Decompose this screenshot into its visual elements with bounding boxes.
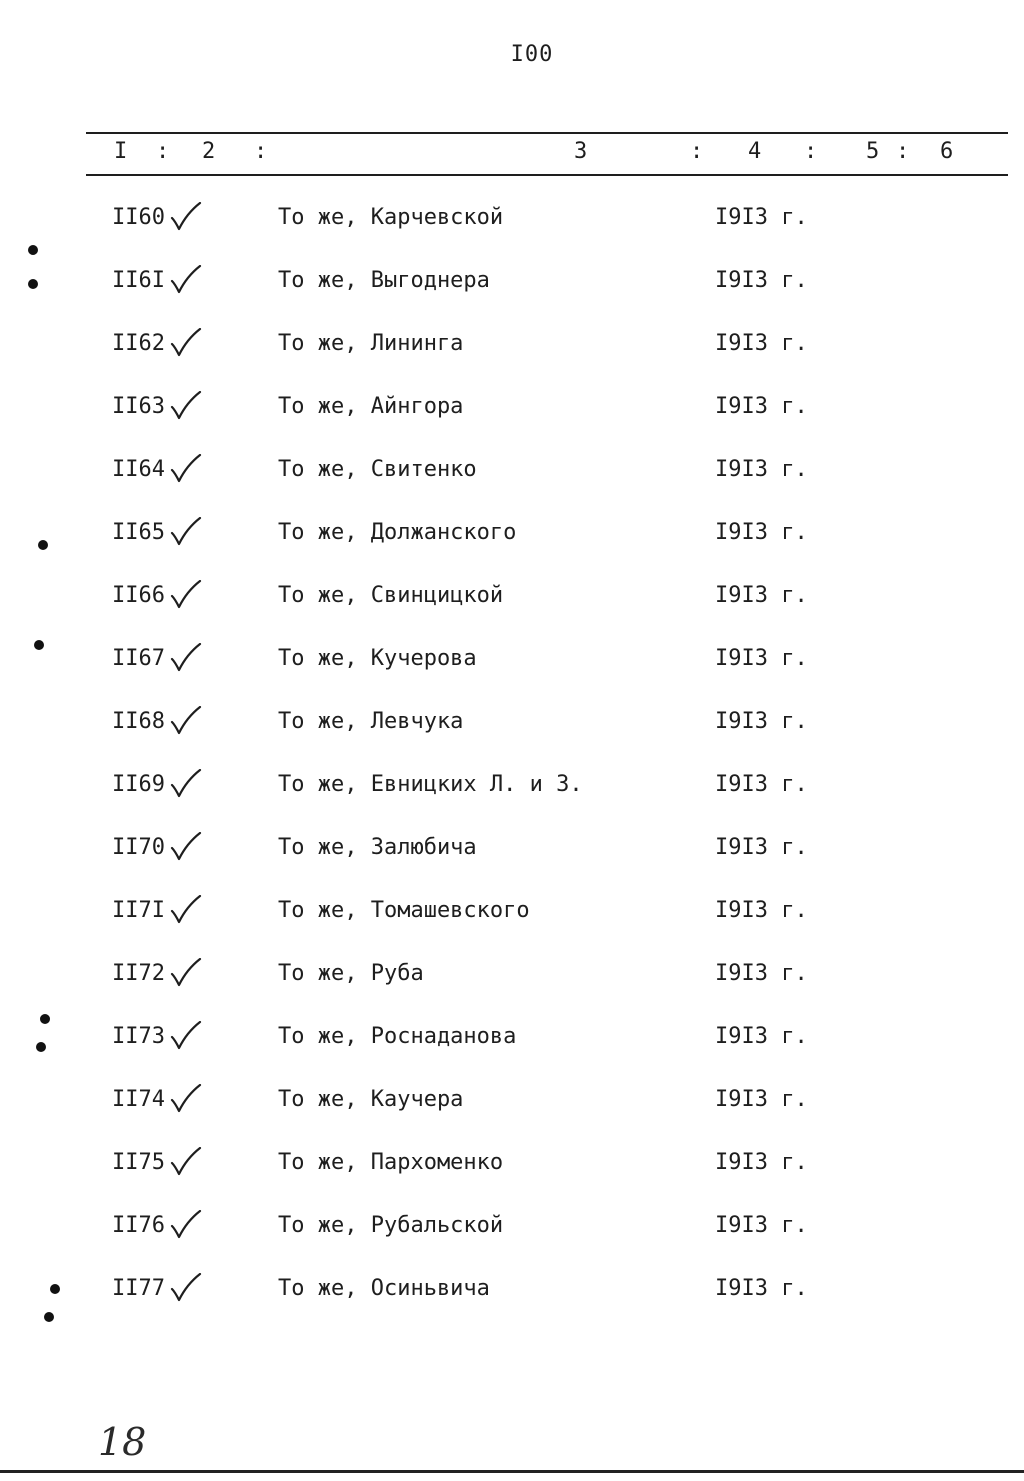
- item-year: I9I3 г.: [715, 835, 808, 860]
- table-row: [0, 1143, 1024, 1183]
- checkmark-icon: [170, 958, 202, 988]
- item-year: I9I3 г.: [715, 709, 808, 734]
- item-year: I9I3 г.: [715, 1024, 808, 1049]
- header-bottom-rule: [86, 174, 1008, 176]
- item-number: II67: [112, 646, 165, 671]
- item-description: То же, Кучерова: [278, 646, 477, 671]
- item-number: II60: [112, 205, 165, 230]
- item-number: II64: [112, 457, 165, 482]
- item-description: То же, Должанского: [278, 520, 517, 545]
- item-year: I9I3 г.: [715, 520, 808, 545]
- punch-hole: [38, 540, 48, 550]
- table-row: [0, 1206, 1024, 1246]
- item-description: То же, Пархоменко: [278, 1150, 504, 1175]
- item-year: I9I3 г.: [715, 205, 808, 230]
- table-row: [0, 513, 1024, 553]
- item-year: I9I3 г.: [715, 1213, 808, 1238]
- checkmark-icon: [170, 1210, 202, 1240]
- column-header-3: 3: [574, 139, 588, 164]
- checkmark-icon: [170, 769, 202, 799]
- item-description: То же, Каучера: [278, 1087, 464, 1112]
- handwritten-note: 18: [98, 1420, 147, 1464]
- item-number: II70: [112, 835, 165, 860]
- item-number: II7I: [112, 898, 165, 923]
- header-top-rule: [86, 132, 1008, 134]
- item-description: То же, Залюбича: [278, 835, 477, 860]
- item-description: То же, Айнгора: [278, 394, 464, 419]
- checkmark-icon: [170, 202, 202, 232]
- item-year: I9I3 г.: [715, 457, 808, 482]
- item-number: II66: [112, 583, 165, 608]
- table-row: [0, 1017, 1024, 1057]
- table-row: [0, 576, 1024, 616]
- item-description: То же, Руба: [278, 961, 424, 986]
- item-description: То же, Евницких Л. и З.: [278, 772, 583, 797]
- item-number: II68: [112, 709, 165, 734]
- punch-hole: [36, 1042, 46, 1052]
- checkmark-icon: [170, 1084, 202, 1114]
- item-year: I9I3 г.: [715, 268, 808, 293]
- punch-hole: [28, 245, 38, 255]
- column-header-5: 5: [866, 139, 880, 164]
- item-number: II77: [112, 1276, 165, 1301]
- page-bottom-edge: [0, 1470, 1024, 1473]
- checkmark-icon: [170, 265, 202, 295]
- punch-hole: [28, 279, 38, 289]
- column-separator: :: [690, 139, 704, 164]
- item-description: То же, Роснаданова: [278, 1024, 517, 1049]
- punch-hole: [34, 640, 44, 650]
- column-header: [0, 139, 1024, 169]
- checkmark-icon: [170, 328, 202, 358]
- table-row: [0, 954, 1024, 994]
- checkmark-icon: [170, 895, 202, 925]
- item-description: То же, Карчевской: [278, 205, 504, 230]
- item-year: I9I3 г.: [715, 583, 808, 608]
- table-row: [0, 765, 1024, 805]
- item-year: I9I3 г.: [715, 331, 808, 356]
- checkmark-icon: [170, 454, 202, 484]
- item-number: II6I: [112, 268, 165, 293]
- column-separator: :: [254, 139, 268, 164]
- page-number: I00: [510, 42, 554, 67]
- table-row: [0, 891, 1024, 931]
- item-number: II75: [112, 1150, 165, 1175]
- item-year: I9I3 г.: [715, 1276, 808, 1301]
- column-header-6: 6: [940, 139, 954, 164]
- item-number: II76: [112, 1213, 165, 1238]
- table-row: [0, 387, 1024, 427]
- item-description: То же, Выгоднера: [278, 268, 490, 293]
- checkmark-icon: [170, 706, 202, 736]
- table-row: [0, 450, 1024, 490]
- item-year: I9I3 г.: [715, 1087, 808, 1112]
- item-year: I9I3 г.: [715, 961, 808, 986]
- item-year: I9I3 г.: [715, 898, 808, 923]
- column-header-2: 2: [202, 139, 216, 164]
- column-header-4: 4: [748, 139, 762, 164]
- item-description: То же, Свинцицкой: [278, 583, 504, 608]
- column-separator: :: [896, 139, 910, 164]
- item-year: I9I3 г.: [715, 1150, 808, 1175]
- item-description: То же, Томашевского: [278, 898, 530, 923]
- column-separator: :: [156, 139, 170, 164]
- checkmark-icon: [170, 580, 202, 610]
- item-number: II69: [112, 772, 165, 797]
- checkmark-icon: [170, 1273, 202, 1303]
- item-description: То же, Левчука: [278, 709, 464, 734]
- table-row: [0, 639, 1024, 679]
- item-description: То же, Осиньвича: [278, 1276, 490, 1301]
- column-separator: :: [804, 139, 818, 164]
- punch-hole: [44, 1312, 54, 1322]
- punch-hole: [50, 1284, 60, 1294]
- item-description: То же, Свитенко: [278, 457, 477, 482]
- checkmark-icon: [170, 391, 202, 421]
- item-number: II74: [112, 1087, 165, 1112]
- item-number: II73: [112, 1024, 165, 1049]
- item-number: II72: [112, 961, 165, 986]
- checkmark-icon: [170, 832, 202, 862]
- column-header-1: I: [114, 139, 128, 164]
- checkmark-icon: [170, 1147, 202, 1177]
- item-number: II62: [112, 331, 165, 356]
- item-description: То же, Рубальской: [278, 1213, 504, 1238]
- checkmark-icon: [170, 1021, 202, 1051]
- item-year: I9I3 г.: [715, 646, 808, 671]
- item-description: То же, Линингa: [278, 331, 464, 356]
- table-row: [0, 702, 1024, 742]
- table-row: [0, 828, 1024, 868]
- checkmark-icon: [170, 643, 202, 673]
- table-row: [0, 198, 1024, 238]
- table-row: [0, 1269, 1024, 1309]
- checkmark-icon: [170, 517, 202, 547]
- table-row: [0, 261, 1024, 301]
- table-row: [0, 1080, 1024, 1120]
- item-year: I9I3 г.: [715, 394, 808, 419]
- item-year: I9I3 г.: [715, 772, 808, 797]
- table-row: [0, 324, 1024, 364]
- item-number: II65: [112, 520, 165, 545]
- punch-hole: [40, 1014, 50, 1024]
- item-number: II63: [112, 394, 165, 419]
